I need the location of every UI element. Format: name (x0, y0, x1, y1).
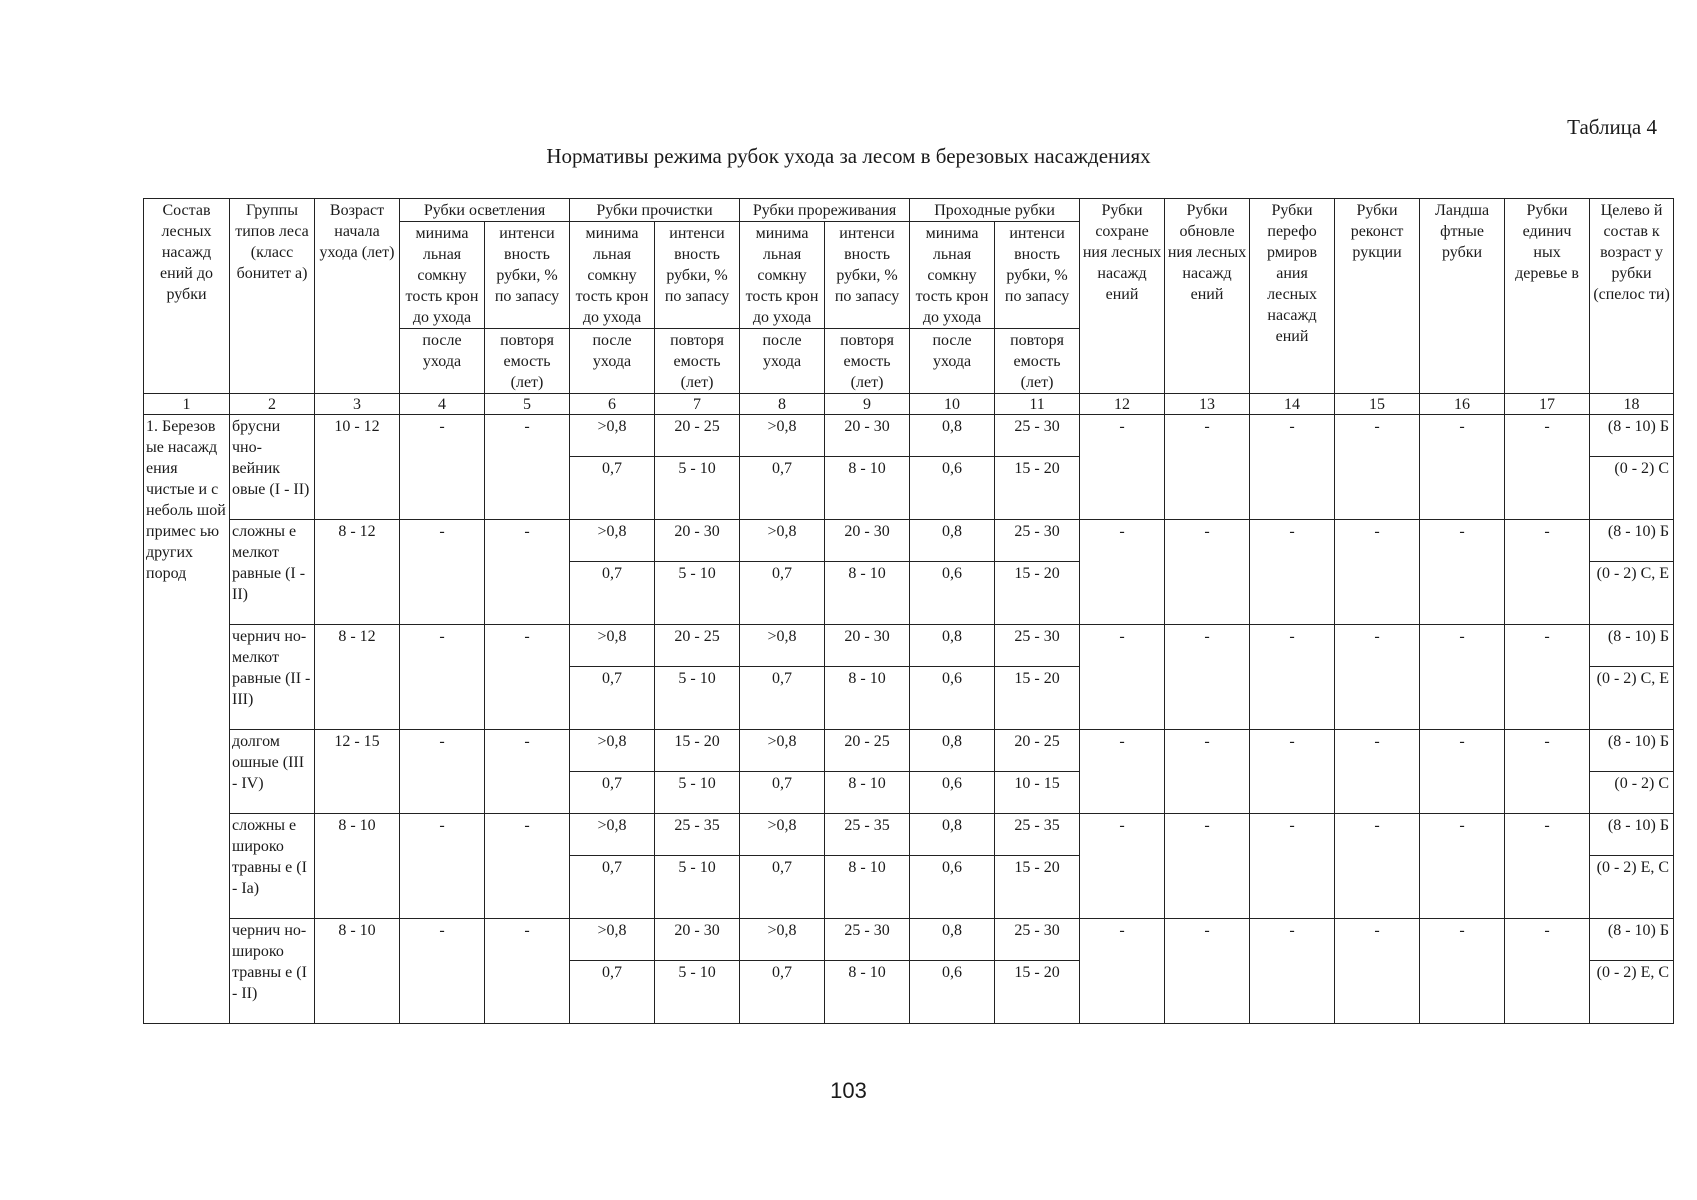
header-intensity: интенси вность рубки, % по запасу (485, 222, 570, 329)
empty-cell (1420, 772, 1505, 814)
value-cell: - (1165, 730, 1250, 772)
empty-cell (1165, 457, 1250, 520)
value-cell: 20 - 30 (825, 520, 910, 562)
value-cell: 20 - 30 (655, 919, 740, 961)
value-cell: 8 - 10 (825, 961, 910, 1024)
header-repeat: повторя емость (лет) (485, 329, 570, 394)
value-cell: 20 - 30 (655, 520, 740, 562)
value-cell: 25 - 35 (825, 814, 910, 856)
empty-cell (1165, 856, 1250, 919)
value-cell: - (1335, 415, 1420, 457)
value-cell: >0,8 (570, 625, 655, 667)
empty-cell (1250, 856, 1335, 919)
header-single-trees: Рубки единич ных деревье в (1505, 199, 1590, 394)
header-repeat: повторя емость (лет) (655, 329, 740, 394)
value-cell: 0,8 (910, 919, 995, 961)
column-number: 5 (485, 394, 570, 415)
value-cell: - (1165, 814, 1250, 856)
value-cell: (8 - 10) Б (1590, 520, 1674, 562)
empty-cell (400, 667, 485, 730)
value-cell: 8 - 10 (825, 772, 910, 814)
forest-type-group-cell: сложны е широко травны е (I - Ia) (230, 814, 315, 919)
value-cell: - (1335, 625, 1420, 667)
header-composition: Состав лесных насажд ений до рубки (144, 199, 230, 394)
value-cell: >0,8 (740, 625, 825, 667)
empty-cell (1505, 562, 1590, 625)
value-cell: 0,6 (910, 562, 995, 625)
header-thinning: Рубки прореживания (740, 199, 910, 222)
header-min-density: минима льная сомкну тость крон до ухода (740, 222, 825, 329)
header-min-density: минима льная сомкну тость крон до ухода (570, 222, 655, 329)
value-cell: 20 - 30 (825, 625, 910, 667)
value-cell: 0,7 (740, 856, 825, 919)
value-cell: - (1420, 415, 1505, 457)
header-renewal: Рубки обновле ния лесных насажд ений (1165, 199, 1250, 394)
value-cell: (8 - 10) Б (1590, 814, 1674, 856)
empty-cell (1335, 772, 1420, 814)
empty-cell (485, 772, 570, 814)
value-cell: - (1505, 730, 1590, 772)
table-row (144, 730, 1674, 772)
value-cell: >0,8 (740, 730, 825, 772)
value-cell: - (1335, 730, 1420, 772)
empty-cell (1080, 667, 1165, 730)
header-repeat: повторя емость (лет) (995, 329, 1080, 394)
value-cell: 0,8 (910, 814, 995, 856)
value-cell: - (1165, 625, 1250, 667)
column-number: 17 (1505, 394, 1590, 415)
value-cell: (0 - 2) С (1590, 772, 1674, 814)
header-cleaning: Рубки прочистки (570, 199, 740, 222)
column-number: 8 (740, 394, 825, 415)
empty-cell (1335, 562, 1420, 625)
column-number: 15 (1335, 394, 1420, 415)
empty-cell (1165, 772, 1250, 814)
value-cell: - (1080, 415, 1165, 457)
empty-cell (485, 961, 570, 1024)
empty-cell (1335, 856, 1420, 919)
column-numbers-row (144, 394, 1674, 415)
value-cell: 0,6 (910, 961, 995, 1024)
value-cell: 8 - 10 (825, 667, 910, 730)
empty-cell (1250, 961, 1335, 1024)
value-cell: - (1080, 814, 1165, 856)
empty-cell (1335, 961, 1420, 1024)
empty-cell (1420, 856, 1505, 919)
column-number: 14 (1250, 394, 1335, 415)
start-age-cell: 8 - 12 (315, 625, 400, 730)
value-cell: - (400, 919, 485, 961)
forest-type-group-cell: чернич но- мелкот равные (II - III) (230, 625, 315, 730)
value-cell: 25 - 30 (825, 919, 910, 961)
header-start-age: Возраст начала ухода (лет) (315, 199, 400, 394)
value-cell: - (485, 730, 570, 772)
value-cell: 0,8 (910, 415, 995, 457)
header-min-density: минима льная сомкну тость крон до ухода (400, 222, 485, 329)
header-lightening: Рубки осветления (400, 199, 570, 222)
value-cell: >0,8 (570, 415, 655, 457)
empty-cell (1250, 667, 1335, 730)
value-cell: - (485, 520, 570, 562)
table-row (144, 415, 1674, 457)
value-cell: 0,8 (910, 520, 995, 562)
empty-cell (1250, 457, 1335, 520)
value-cell: 10 - 15 (995, 772, 1080, 814)
column-number: 11 (995, 394, 1080, 415)
header-intensity: интенси вность рубки, % по запасу (995, 222, 1080, 329)
value-cell: (8 - 10) Б (1590, 730, 1674, 772)
value-cell: 0,6 (910, 772, 995, 814)
value-cell: - (1505, 919, 1590, 961)
header-min-density: минима льная сомкну тость крон до ухода (910, 222, 995, 329)
header-after: после ухода (570, 329, 655, 394)
header-reconstruction: Рубки реконст рукции (1335, 199, 1420, 394)
value-cell: 0,7 (570, 562, 655, 625)
empty-cell (1080, 457, 1165, 520)
empty-cell (1420, 562, 1505, 625)
value-cell: 8 - 10 (825, 562, 910, 625)
column-number: 7 (655, 394, 740, 415)
column-number: 4 (400, 394, 485, 415)
value-cell: 25 - 30 (995, 520, 1080, 562)
value-cell: 20 - 25 (655, 415, 740, 457)
value-cell: 0,7 (570, 667, 655, 730)
header-after: после ухода (740, 329, 825, 394)
value-cell: - (1250, 520, 1335, 562)
start-age-cell: 8 - 12 (315, 520, 400, 625)
norms-table (143, 198, 1674, 1024)
value-cell: (8 - 10) Б (1590, 625, 1674, 667)
header-passing: Проходные рубки (910, 199, 1080, 222)
forest-type-group-cell: долгом ошные (III - IV) (230, 730, 315, 814)
value-cell: - (400, 814, 485, 856)
start-age-cell: 12 - 15 (315, 730, 400, 814)
value-cell: 0,7 (570, 961, 655, 1024)
value-cell: >0,8 (740, 814, 825, 856)
value-cell: - (485, 814, 570, 856)
forest-type-group-cell: брусни чно- вейник овые (I - II) (230, 415, 315, 520)
value-cell: - (400, 415, 485, 457)
value-cell: - (1250, 730, 1335, 772)
value-cell: 20 - 25 (655, 625, 740, 667)
value-cell: 20 - 30 (825, 415, 910, 457)
composition-cell: 1. Березов ые насажд ения чистые и с неболь шой примес ью других пород (144, 415, 230, 1024)
header-groups: Группы типов леса (класс бонитет а) (230, 199, 315, 394)
empty-cell (1505, 961, 1590, 1024)
table-row (144, 520, 1674, 562)
value-cell: 25 - 35 (995, 814, 1080, 856)
value-cell: - (400, 625, 485, 667)
forest-type-group-cell: чернич но- широко травны е (I - II) (230, 919, 315, 1024)
empty-cell (1420, 667, 1505, 730)
value-cell: 0,7 (570, 457, 655, 520)
value-cell: 5 - 10 (655, 457, 740, 520)
value-cell: - (1505, 625, 1590, 667)
column-number: 1 (144, 394, 230, 415)
empty-cell (1080, 961, 1165, 1024)
value-cell: - (1080, 919, 1165, 961)
value-cell: (8 - 10) Б (1590, 919, 1674, 961)
value-cell: 25 - 30 (995, 415, 1080, 457)
page-number: 103 (830, 1078, 867, 1103)
value-cell: - (1505, 415, 1590, 457)
column-number: 2 (230, 394, 315, 415)
empty-cell (1505, 856, 1590, 919)
value-cell: 0,7 (740, 457, 825, 520)
value-cell: >0,8 (570, 520, 655, 562)
value-cell: 15 - 20 (995, 667, 1080, 730)
value-cell: - (1080, 625, 1165, 667)
value-cell: - (1165, 919, 1250, 961)
value-cell: 0,6 (910, 856, 995, 919)
header-row-1 (144, 199, 1674, 222)
empty-cell (400, 856, 485, 919)
empty-cell (1080, 772, 1165, 814)
value-cell: 15 - 20 (995, 961, 1080, 1024)
empty-cell (1080, 562, 1165, 625)
value-cell: 0,7 (570, 856, 655, 919)
value-cell: 8 - 10 (825, 856, 910, 919)
empty-cell (1080, 856, 1165, 919)
column-number: 10 (910, 394, 995, 415)
empty-cell (1420, 457, 1505, 520)
empty-cell (1250, 772, 1335, 814)
table-label: Таблица 4 (1567, 115, 1657, 139)
value-cell: 5 - 10 (655, 562, 740, 625)
value-cell: 0,8 (910, 730, 995, 772)
empty-cell (400, 457, 485, 520)
value-cell: >0,8 (570, 814, 655, 856)
empty-cell (1335, 457, 1420, 520)
value-cell: 5 - 10 (655, 961, 740, 1024)
header-after: после ухода (910, 329, 995, 394)
value-cell: - (485, 625, 570, 667)
page-title: Нормативы режима рубок ухода за лесом в березовых насаждениях (546, 144, 1151, 168)
value-cell: (0 - 2) Е, С (1590, 856, 1674, 919)
value-cell: - (1335, 520, 1420, 562)
column-number: 13 (1165, 394, 1250, 415)
empty-cell (1505, 772, 1590, 814)
column-number: 6 (570, 394, 655, 415)
value-cell: - (1335, 814, 1420, 856)
empty-cell (485, 856, 570, 919)
value-cell: 8 - 10 (825, 457, 910, 520)
value-cell: 5 - 10 (655, 667, 740, 730)
column-number: 12 (1080, 394, 1165, 415)
value-cell: - (1420, 730, 1505, 772)
value-cell: 0,7 (740, 961, 825, 1024)
column-number: 9 (825, 394, 910, 415)
value-cell: - (1420, 625, 1505, 667)
header-landscape: Ландша фтные рубки (1420, 199, 1505, 394)
empty-cell (1165, 667, 1250, 730)
empty-cell (485, 562, 570, 625)
value-cell: - (1080, 730, 1165, 772)
value-cell: >0,8 (570, 919, 655, 961)
value-cell: (0 - 2) Е, С (1590, 961, 1674, 1024)
empty-cell (400, 772, 485, 814)
value-cell: - (1250, 919, 1335, 961)
empty-cell (1505, 457, 1590, 520)
value-cell: - (485, 919, 570, 961)
empty-cell (400, 961, 485, 1024)
value-cell: - (1335, 919, 1420, 961)
value-cell: (0 - 2) С (1590, 457, 1674, 520)
empty-cell (400, 562, 485, 625)
value-cell: 0,7 (740, 562, 825, 625)
column-number: 16 (1420, 394, 1505, 415)
value-cell: - (1420, 814, 1505, 856)
value-cell: 0,7 (570, 772, 655, 814)
value-cell: - (1165, 520, 1250, 562)
value-cell: - (1505, 814, 1590, 856)
value-cell: - (485, 415, 570, 457)
value-cell: - (1420, 919, 1505, 961)
value-cell: 5 - 10 (655, 772, 740, 814)
value-cell: 0,6 (910, 667, 995, 730)
table-row (144, 814, 1674, 856)
table-row (144, 919, 1674, 961)
value-cell: (0 - 2) С, Е (1590, 667, 1674, 730)
value-cell: - (1080, 520, 1165, 562)
column-number: 18 (1590, 394, 1674, 415)
value-cell: >0,8 (740, 415, 825, 457)
value-cell: - (1250, 625, 1335, 667)
value-cell: 0,7 (740, 667, 825, 730)
value-cell: 15 - 20 (655, 730, 740, 772)
column-number: 3 (315, 394, 400, 415)
value-cell: >0,8 (740, 919, 825, 961)
empty-cell (1420, 961, 1505, 1024)
value-cell: >0,8 (740, 520, 825, 562)
empty-cell (1165, 562, 1250, 625)
start-age-cell: 8 - 10 (315, 919, 400, 1024)
value-cell: - (1250, 814, 1335, 856)
header-preservation: Рубки сохране ния лесных насажд ений (1080, 199, 1165, 394)
value-cell: 5 - 10 (655, 856, 740, 919)
header-intensity: интенси вность рубки, % по запасу (655, 222, 740, 329)
empty-cell (1335, 667, 1420, 730)
header-target: Целево й состав к возраст у рубки (спелос ти) (1590, 199, 1674, 394)
value-cell: - (1420, 520, 1505, 562)
value-cell: 0,7 (740, 772, 825, 814)
header-repeat: повторя емость (лет) (825, 329, 910, 394)
value-cell: 15 - 20 (995, 457, 1080, 520)
empty-cell (1250, 562, 1335, 625)
value-cell: 25 - 30 (995, 919, 1080, 961)
value-cell: 15 - 20 (995, 856, 1080, 919)
value-cell: 0,6 (910, 457, 995, 520)
forest-type-group-cell: сложны е мелкот равные (I - II) (230, 520, 315, 625)
empty-cell (485, 667, 570, 730)
start-age-cell: 8 - 10 (315, 814, 400, 919)
value-cell: (8 - 10) Б (1590, 415, 1674, 457)
value-cell: 25 - 30 (995, 625, 1080, 667)
value-cell: - (400, 730, 485, 772)
value-cell: 25 - 35 (655, 814, 740, 856)
header-intensity: интенси вность рубки, % по запасу (825, 222, 910, 329)
start-age-cell: 10 - 12 (315, 415, 400, 520)
value-cell: - (1505, 520, 1590, 562)
value-cell: 20 - 25 (995, 730, 1080, 772)
header-reformation: Рубки перефо рмиров ания лесных насажд ений (1250, 199, 1335, 394)
table-row (144, 625, 1674, 667)
value-cell: (0 - 2) С, Е (1590, 562, 1674, 625)
empty-cell (485, 457, 570, 520)
empty-cell (1505, 667, 1590, 730)
value-cell: - (1165, 415, 1250, 457)
header-after: после ухода (400, 329, 485, 394)
value-cell: - (1250, 415, 1335, 457)
value-cell: 0,8 (910, 625, 995, 667)
value-cell: >0,8 (570, 730, 655, 772)
value-cell: 20 - 25 (825, 730, 910, 772)
empty-cell (1165, 961, 1250, 1024)
value-cell: 15 - 20 (995, 562, 1080, 625)
value-cell: - (400, 520, 485, 562)
